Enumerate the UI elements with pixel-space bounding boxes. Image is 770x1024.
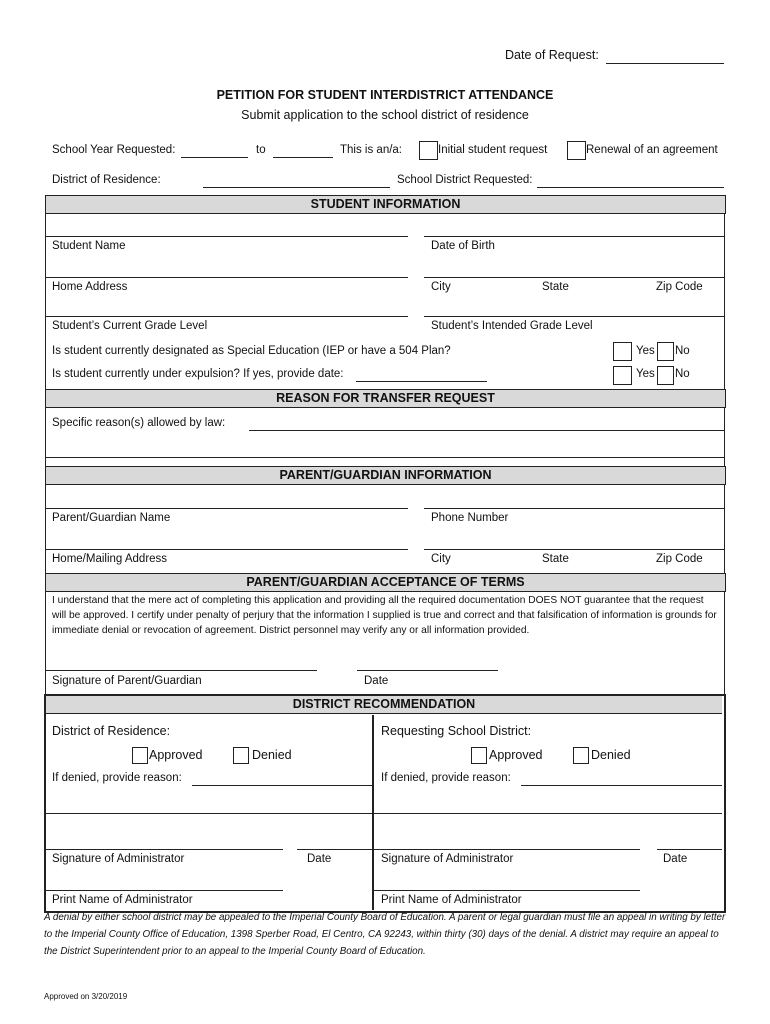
- school-year-label: School Year Requested:: [52, 144, 176, 156]
- specific-reason-label: Specific reason(s) allowed by law:: [52, 417, 226, 429]
- zip-code-label: Zip Code: [656, 281, 703, 293]
- requesting-admin-signature-field[interactable]: [374, 849, 640, 850]
- renewal-label: Renewal of an agreement: [586, 144, 718, 156]
- school-district-requested-field[interactable]: [537, 187, 724, 188]
- residence-admin-signature-field[interactable]: [46, 849, 283, 850]
- renewal-checkbox[interactable]: [567, 141, 586, 160]
- expulsion-date-field[interactable]: [356, 381, 487, 382]
- parent-zip-code-label: Zip Code: [656, 553, 703, 565]
- city-state-zip-field[interactable]: [424, 277, 724, 278]
- intended-grade-label: Student’s Intended Grade Level: [431, 320, 593, 332]
- district-of-residence-field[interactable]: [203, 187, 390, 188]
- residence-denied-reason-field-2[interactable]: [46, 813, 372, 814]
- residence-denied-label: Denied: [252, 748, 292, 762]
- school-district-requested-label: School District Requested:: [397, 174, 533, 186]
- requesting-admin-signature-label: Signature of Administrator: [381, 853, 514, 865]
- student-name-field[interactable]: [46, 236, 408, 237]
- special-ed-yes-checkbox[interactable]: [613, 342, 632, 361]
- special-ed-no-checkbox[interactable]: [657, 342, 674, 361]
- page-subtitle: Submit application to the school district of residence: [241, 108, 529, 122]
- residence-denied-checkbox[interactable]: [233, 747, 249, 764]
- residence-approved-checkbox[interactable]: [132, 747, 148, 764]
- appeal-notice: A denial by either school district may be appealed to the Imperial County Board of Education. A parent or legal guardian must file an appeal in writing by letter to the Imperial County Office of Education, 1398 Sperber Road, El Centro, CA 92243, within thirty (30) days of the denial. A district may require an appeal to the District Superintendent prior to an appeal to the Imperial County Board of Education.: [44, 912, 726, 957]
- requesting-approved-label: Approved: [489, 748, 543, 762]
- parent-signature-date-field[interactable]: [357, 670, 498, 671]
- residence-admin-print-field[interactable]: [46, 890, 283, 891]
- requesting-denied-label: Denied: [591, 748, 631, 762]
- parent-name-label: Parent/Guardian Name: [52, 512, 171, 524]
- current-grade-field[interactable]: [46, 316, 408, 317]
- special-ed-yes-label: Yes: [636, 345, 655, 357]
- date-of-birth-field[interactable]: [424, 236, 724, 237]
- date-of-birth-label: Date of Birth: [431, 240, 495, 252]
- expulsion-question: Is student currently under expulsion? If yes, provide date:: [52, 368, 344, 380]
- student-name-label: Student Name: [52, 240, 126, 252]
- intended-grade-field[interactable]: [424, 316, 724, 317]
- residence-approved-label: Approved: [149, 748, 203, 762]
- district-recommendation-heading: DISTRICT RECOMMENDATION: [46, 696, 722, 714]
- mailing-address-label: Home/Mailing Address: [52, 553, 168, 565]
- city-label: City: [431, 281, 451, 293]
- terms-text: I understand that the mere act of completing this application and providing all the required documentation DOES NOT guarantee that the request will be approved. I certify under penalty of perjury that the information I supplied is true and correct and that falsification of information is grounds for immediate denial or revocation of agreement. District personnel may verify any or all information provided.: [52, 595, 717, 636]
- expulsion-no-checkbox[interactable]: [657, 366, 674, 385]
- mailing-address-field[interactable]: [46, 549, 408, 550]
- requesting-approved-checkbox[interactable]: [471, 747, 487, 764]
- special-ed-no-label: No: [675, 345, 690, 357]
- requesting-admin-print-field[interactable]: [374, 890, 640, 891]
- residence-district-label: District of Residence:: [52, 724, 171, 738]
- residence-admin-signature-label: Signature of Administrator: [52, 853, 185, 865]
- student-info-heading: STUDENT INFORMATION: [45, 195, 726, 214]
- phone-number-label: Phone Number: [431, 512, 509, 524]
- requesting-admin-date-label: Date: [663, 853, 688, 865]
- form-border-left: [45, 195, 46, 694]
- parent-city-state-zip-field[interactable]: [424, 549, 724, 550]
- requesting-denied-checkbox[interactable]: [573, 747, 589, 764]
- specific-reason-field-2[interactable]: [46, 457, 724, 458]
- initial-request-label: Initial student request: [438, 144, 548, 156]
- page-title: PETITION FOR STUDENT INTERDISTRICT ATTENDANCE: [216, 88, 554, 102]
- requesting-denied-reason-field-2[interactable]: [374, 813, 722, 814]
- residence-admin-date-label: Date: [307, 853, 332, 865]
- specific-reason-field-1[interactable]: [249, 430, 724, 431]
- expulsion-yes-checkbox[interactable]: [613, 366, 632, 385]
- requesting-denied-reason-label: If denied, provide reason:: [381, 772, 511, 784]
- current-grade-label: Student’s Current Grade Level: [52, 320, 208, 332]
- terms-heading: PARENT/GUARDIAN ACCEPTANCE OF TERMS: [45, 573, 726, 592]
- request-type-label: This is an/a:: [340, 144, 402, 156]
- residence-admin-print-label: Print Name of Administrator: [52, 894, 193, 906]
- date-of-request-field[interactable]: [606, 63, 724, 64]
- school-year-from-field[interactable]: [181, 157, 248, 158]
- home-address-field[interactable]: [46, 277, 408, 278]
- residence-admin-date-field[interactable]: [297, 849, 372, 850]
- expulsion-yes-label: Yes: [636, 368, 655, 380]
- reason-heading: REASON FOR TRANSFER REQUEST: [45, 389, 726, 408]
- expulsion-no-label: No: [675, 368, 690, 380]
- requesting-admin-date-field[interactable]: [657, 849, 722, 850]
- parent-signature-field[interactable]: [46, 670, 317, 671]
- parent-signature-label: Signature of Parent/Guardian: [52, 675, 202, 687]
- parent-name-field[interactable]: [46, 508, 408, 509]
- phone-number-field[interactable]: [424, 508, 724, 509]
- home-address-label: Home Address: [52, 281, 128, 293]
- requesting-denied-reason-field-1[interactable]: [521, 785, 722, 786]
- residence-denied-reason-label: If denied, provide reason:: [52, 772, 182, 784]
- requesting-admin-print-label: Print Name of Administrator: [381, 894, 522, 906]
- district-of-residence-label: District of Residence:: [52, 174, 161, 186]
- residence-denied-reason-field-1[interactable]: [192, 785, 372, 786]
- form-border-right: [724, 195, 725, 694]
- parent-info-heading: PARENT/GUARDIAN INFORMATION: [45, 466, 726, 485]
- date-of-request-label: Date of Request:: [505, 48, 599, 62]
- approved-date: Approved on 3/20/2019: [44, 992, 128, 1001]
- special-ed-question: Is student currently designated as Special Education (IEP or have a 504 Plan?: [52, 345, 451, 357]
- state-label: State: [542, 281, 569, 293]
- parent-signature-date-label: Date: [364, 675, 389, 687]
- requesting-district-label: Requesting School District:: [381, 724, 532, 738]
- school-year-to-field[interactable]: [273, 157, 333, 158]
- parent-state-label: State: [542, 553, 569, 565]
- parent-city-label: City: [431, 553, 451, 565]
- initial-request-checkbox[interactable]: [419, 141, 438, 160]
- school-year-to-label: to: [256, 144, 266, 156]
